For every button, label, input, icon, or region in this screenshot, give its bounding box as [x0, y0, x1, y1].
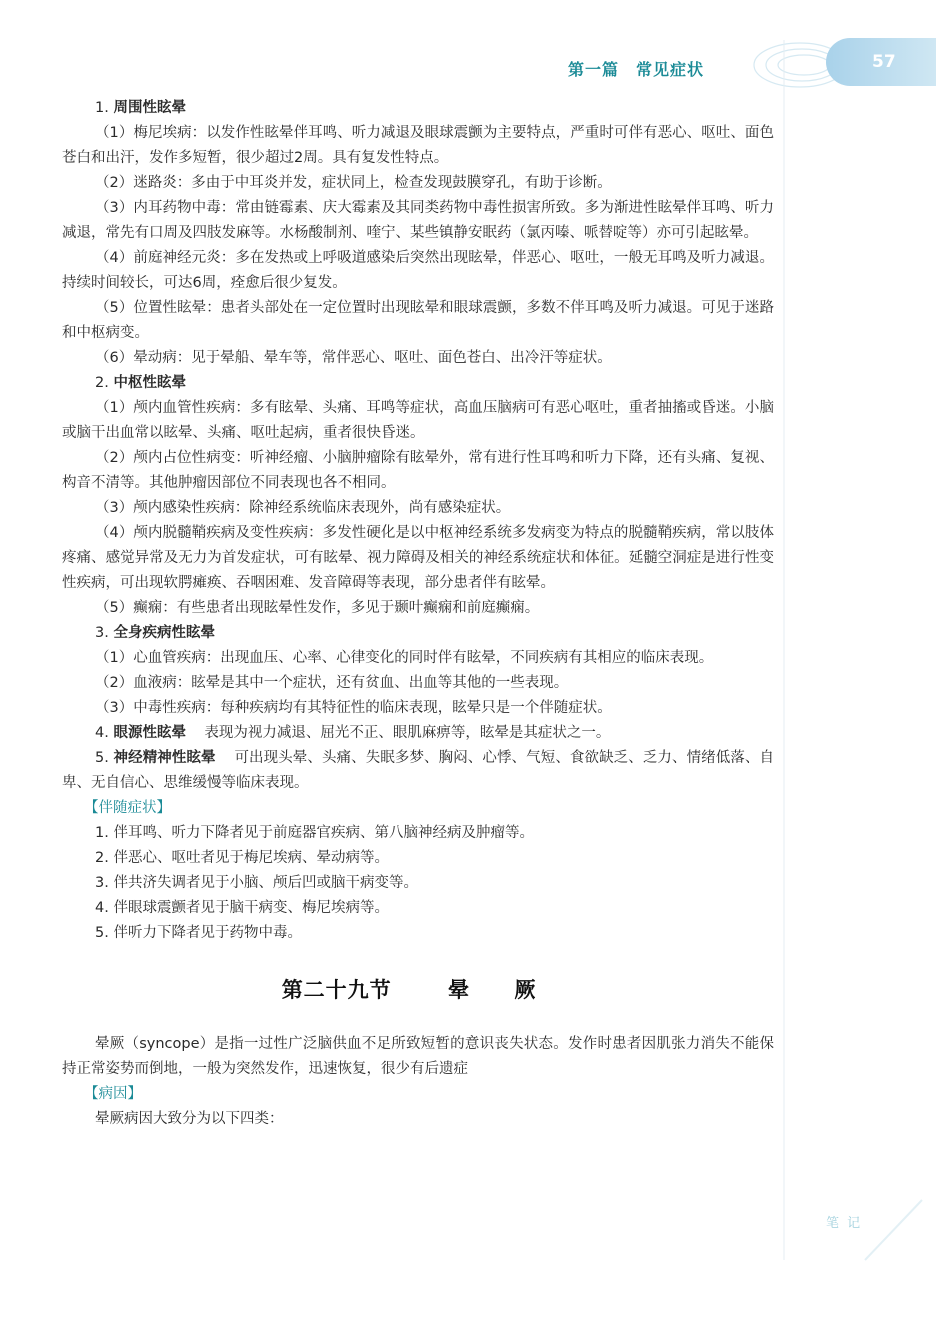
paragraph: （3）内耳药物中毒：常由链霉素、庆大霉素及其同类药物中毒性损害所致。多为渐进性眩晕伴耳鸣、听力减退，常先有口周及四肢发麻等。水杨酸制剂、喹宁、某些镇静安眠药（氯丙嗪、哌替啶等）亦可引起眩晕。 — [62, 200, 774, 241]
subheading-text: 眼源性眩晕 — [113, 725, 186, 741]
section-name-char: 晕 — [448, 978, 470, 1002]
list-item: 4. 伴眼球震颤者见于脑干病变、梅尼埃病等。 — [95, 900, 389, 916]
section-name — [430, 978, 554, 1002]
subheading-text: 周围性眩晕 — [113, 100, 186, 116]
paragraph-neuro — [62, 746, 774, 796]
running-header-title: 第一篇 常见症状 — [568, 60, 705, 79]
paragraph-text: 表现为视力减退、屈光不正、眼肌麻痹等，眩晕是其症状之一。 — [204, 725, 611, 741]
accompanying-symptoms-title: 【伴随症状】 — [84, 800, 171, 816]
paragraph: （5）位置性眩晕：患者头部处在一定位置时出现眩晕和眼球震颤，多数不伴耳鸣及听力减退。可见于迷路和中枢病变。 — [62, 300, 774, 341]
list-item: 3. 伴共济失调者见于小脑、颅后凹或脑干病变等。 — [95, 875, 418, 891]
page-body — [62, 96, 774, 1132]
subheading-number: 2. — [95, 375, 109, 391]
subheading-number: 5. — [95, 750, 109, 766]
paragraph-text: 可出现头晕、头痛、失眠多梦、胸闷、心悸、气短、食欲缺乏、乏力、情绪低落、自卑、无自信心、思维缓慢等临床表现。 — [62, 750, 775, 791]
section-name-char: 厥 — [514, 978, 537, 1002]
page-number: 57 — [872, 52, 896, 72]
paragraph-ocular — [62, 721, 774, 746]
section-title — [62, 974, 774, 1004]
cause-title: 【病因】 — [84, 1086, 142, 1102]
section-number: 第二十九节 — [281, 978, 392, 1002]
subheading-peripheral — [62, 96, 774, 121]
subheading-number: 4. — [95, 725, 109, 741]
subheading-number: 1. — [95, 100, 109, 116]
paragraph: （2）血液病：眩晕是其中一个症状，还有贫血、出血等其他的一些表现。 — [95, 675, 569, 691]
paragraph: （1）颅内血管性疾病：多有眩晕、头痛、耳鸣等症状，高血压脑病可有恶心呕吐，重者抽搐或昏迷。小脑或脑干出血常以眩晕、头痛、呕吐起病，重者很快昏迷。 — [62, 400, 774, 441]
paragraph: （3）颅内感染性疾病：除神经系统临床表现外，尚有感染症状。 — [95, 500, 511, 516]
subheading-text: 全身疾病性眩晕 — [113, 625, 215, 641]
notes-decoration — [860, 1195, 930, 1265]
paragraph: （5）癫痫：有些患者出现眩晕性发作，多见于颞叶癫痫和前庭癫痫。 — [95, 600, 540, 616]
notes-label: 笔 记 — [826, 1216, 863, 1231]
subheading-number: 3. — [95, 625, 109, 641]
list-item: 2. 伴恶心、呕吐者见于梅尼埃病、晕动病等。 — [95, 850, 389, 866]
section-intro-paragraph: 晕厥（syncope）是指一过性广泛脑供血不足所致短暂的意识丧失状态。发作时患者因肌张力消失不能保持正常姿势而倒地，一般为突然发作，迅速恢复，很少有后遗症 — [62, 1036, 774, 1077]
paragraph: （2）颅内占位性病变：听神经瘤、小脑肿瘤除有眩晕外，常有进行性耳鸣和听力下降，还有头痛、复视、构音不清等。其他肿瘤因部位不同表现也各不相同。 — [62, 450, 774, 491]
paragraph: （2）迷路炎：多由于中耳炎并发，症状同上，检查发现鼓膜穿孔，有助于诊断。 — [95, 175, 612, 191]
subheading-text: 中枢性眩晕 — [113, 375, 186, 391]
subheading-central — [62, 371, 774, 396]
list-item: 5. 伴听力下降者见于药物中毒。 — [95, 925, 302, 941]
paragraph: （6）晕动病：见于晕船、晕车等，常伴恶心、呕吐、面色苍白、出冷汗等症状。 — [95, 350, 612, 366]
paragraph: （1）梅尼埃病：以发作性眩晕伴耳鸣、听力减退及眼球震颤为主要特点，严重时可伴有恶心、呕吐、面色苍白和出汗，发作多短暂，很少超过2周。具有复发性特点。 — [62, 125, 774, 166]
cause-paragraph: 晕厥病因大致分为以下四类： — [95, 1111, 284, 1127]
paragraph: （1）心血管疾病：出现血压、心率、心律变化的同时伴有眩晕，不同疾病有其相应的临床表现。 — [95, 650, 714, 666]
list-item: 1. 伴耳鸣、听力下降者见于前庭器官疾病、第八脑神经病及肿瘤等。 — [95, 825, 534, 841]
paragraph: （3）中毒性疾病：每种疾病均有其特征性的临床表现，眩晕只是一个伴随症状。 — [95, 700, 612, 716]
paragraph: （4）前庭神经元炎：多在发热或上呼吸道感染后突然出现眩晕，伴恶心、呕吐，一般无耳鸣及听力减退。持续时间较长，可达6周，痊愈后很少复发。 — [62, 250, 774, 291]
paragraph: （4）颅内脱髓鞘疾病及变性疾病：多发性硬化是以中枢神经系统多发病变为特点的脱髓鞘疾病，常以肢体疼痛、感觉异常及无力为首发症状，可有眩晕、视力障碍及相关的神经系统症状和体征。延髓空洞症是进行性变性疾病，可出现软腭瘫痪、吞咽困难、发音障碍等表现，部分患者伴有眩晕。 — [62, 525, 774, 591]
subheading-systemic — [62, 621, 774, 646]
subheading-text: 神经精神性眩晕 — [113, 750, 216, 766]
